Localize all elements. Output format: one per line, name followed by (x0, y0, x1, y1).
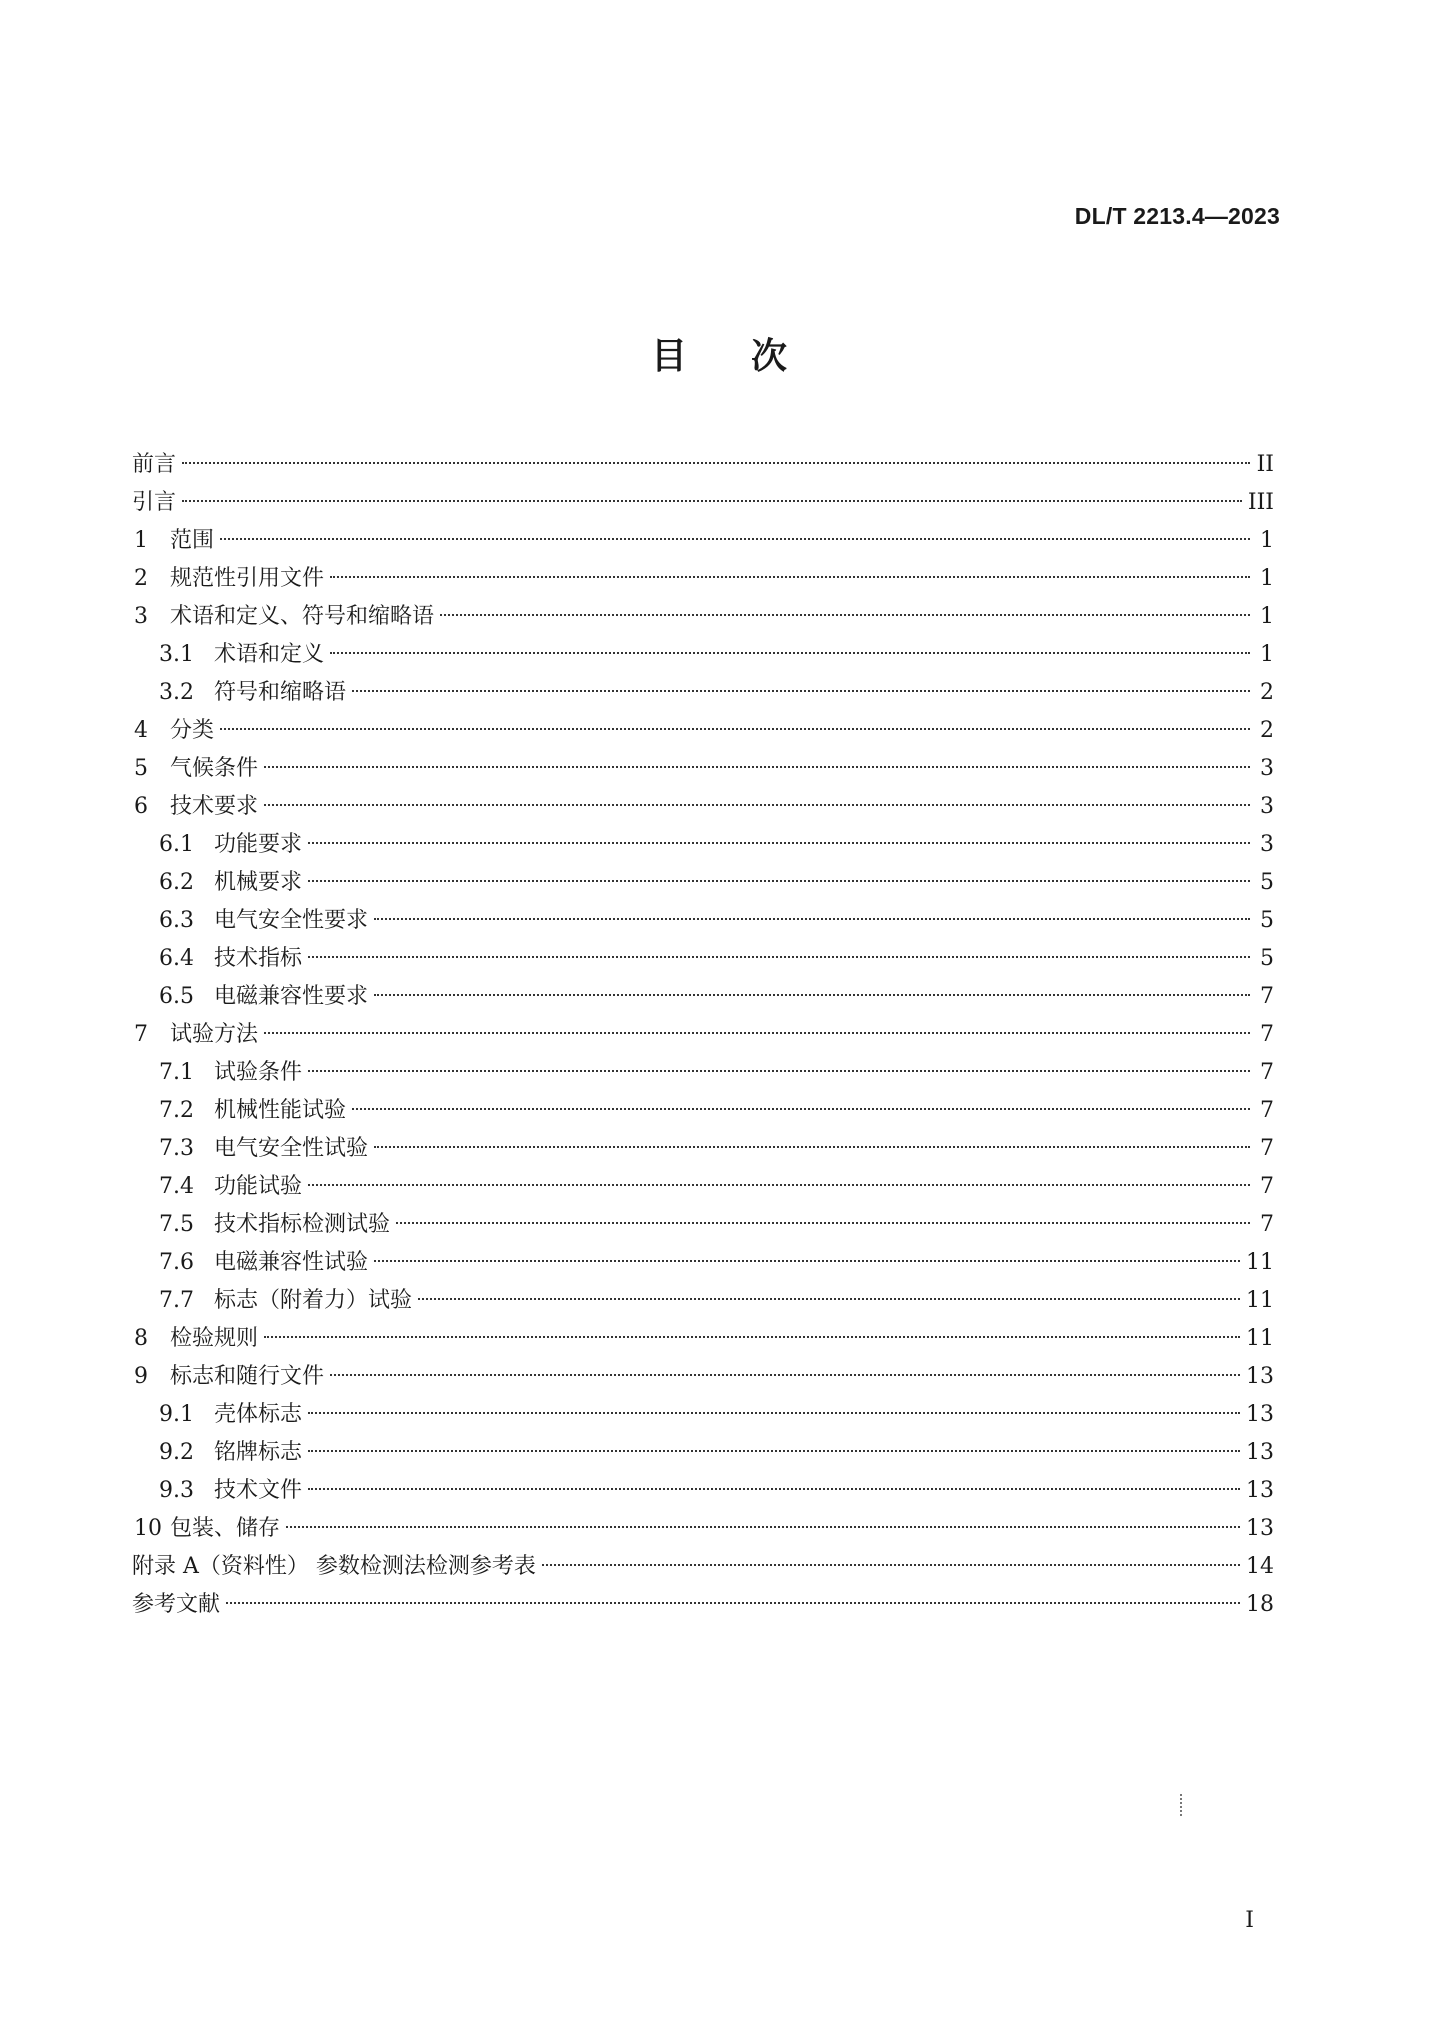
toc-entry-title: 术语和定义 (214, 642, 325, 667)
toc-leader-dots (374, 1260, 1240, 1262)
table-of-contents (132, 446, 1274, 1624)
toc-entry-title: 术语和定义、符号和缩略语 (170, 604, 435, 629)
toc-leader-dots (374, 918, 1250, 920)
page-number: I (1245, 1908, 1254, 1933)
toc-entry-page: 1 (1260, 566, 1274, 591)
toc-entry-page: 7 (1260, 1022, 1274, 1047)
toc-entry-title: 检验规则 (170, 1326, 259, 1351)
toc-leader-dots (352, 690, 1250, 692)
toc-entry[interactable] (132, 1358, 1274, 1396)
toc-leader-dots (308, 956, 1250, 958)
toc-entry-title: 技术指标检测试验 (214, 1212, 391, 1237)
toc-entry-number: 1 (134, 528, 148, 553)
toc-entry[interactable] (132, 484, 1274, 522)
toc-entry-number: 6.1 (159, 832, 194, 857)
toc-entry-title: 分类 (170, 718, 215, 743)
toc-entry-number: 9.1 (159, 1402, 194, 1427)
toc-entry-title: 试验方法 (170, 1022, 259, 1047)
toc-entry-number: 9.2 (159, 1440, 194, 1465)
toc-entry-number: 7.3 (159, 1136, 194, 1161)
toc-entry-page: 5 (1260, 870, 1274, 895)
toc-leader-dots (308, 1488, 1240, 1490)
toc-entry-number: 9 (134, 1364, 148, 1389)
toc-leader-dots (220, 538, 1250, 540)
toc-leader-dots (308, 1450, 1240, 1452)
toc-entry-number: 8 (134, 1326, 148, 1351)
toc-entry-page: 7 (1260, 984, 1274, 1009)
toc-entry-number: 6.4 (159, 946, 194, 971)
toc-entry-number: 3.1 (159, 642, 194, 667)
toc-entry[interactable] (132, 1472, 1274, 1510)
toc-entry-page: 7 (1260, 1060, 1274, 1085)
page-title: 目次 (650, 335, 851, 377)
toc-entry-title: 技术文件 (214, 1478, 303, 1503)
toc-entry[interactable] (132, 560, 1274, 598)
toc-leader-dots (308, 880, 1250, 882)
toc-entry-number: 3.2 (159, 680, 194, 705)
toc-leader-dots (264, 1336, 1240, 1338)
toc-leader-dots (308, 1184, 1250, 1186)
toc-entry-number: 7 (134, 1022, 148, 1047)
toc-entry-page: 13 (1246, 1440, 1274, 1465)
toc-entry[interactable] (132, 788, 1274, 826)
toc-entry-title: 电气安全性试验 (214, 1136, 369, 1161)
toc-entry-number: 6 (134, 794, 148, 819)
toc-entry-page: 14 (1246, 1554, 1274, 1579)
toc-entry[interactable] (132, 522, 1274, 560)
toc-entry[interactable] (132, 1130, 1274, 1168)
toc-leader-dots (308, 842, 1250, 844)
toc-entry[interactable] (132, 1282, 1274, 1320)
toc-entry[interactable] (132, 940, 1274, 978)
toc-leader-dots (374, 1146, 1250, 1148)
toc-entry[interactable] (132, 750, 1274, 788)
toc-entry-number: 5 (134, 756, 148, 781)
toc-leader-dots (286, 1526, 1240, 1528)
toc-entry-number: 7.1 (159, 1060, 194, 1085)
toc-entry[interactable] (132, 1168, 1274, 1206)
toc-entry-title: 前言 (132, 452, 177, 477)
toc-entry-page: 3 (1260, 832, 1274, 857)
toc-entry[interactable] (132, 1092, 1274, 1130)
toc-entry-title: 标志和随行文件 (170, 1364, 325, 1389)
toc-entry[interactable] (132, 902, 1274, 940)
toc-leader-dots (418, 1298, 1240, 1300)
toc-entry-title: 试验条件 (214, 1060, 303, 1085)
toc-entry-page: 7 (1260, 1174, 1274, 1199)
toc-entry-number: 2 (134, 566, 148, 591)
toc-entry-page: 11 (1246, 1288, 1274, 1313)
toc-leader-dots (352, 1108, 1250, 1110)
toc-entry-page: 2 (1260, 680, 1274, 705)
toc-entry-title: 引言 (132, 490, 177, 515)
toc-entry-title: 电磁兼容性试验 (214, 1250, 369, 1275)
toc-entry[interactable] (132, 1054, 1274, 1092)
toc-entry-page: 13 (1246, 1478, 1274, 1503)
toc-leader-dots (396, 1222, 1250, 1224)
toc-entry-page: III (1247, 490, 1274, 515)
toc-entry-number: 6.5 (159, 984, 194, 1009)
toc-entry-number: 7.4 (159, 1174, 194, 1199)
toc-leader-dots (308, 1070, 1250, 1072)
toc-entry-page: 5 (1260, 908, 1274, 933)
toc-entry-title: 包装、储存 (170, 1516, 281, 1541)
toc-entry-page: 1 (1260, 528, 1274, 553)
toc-entry-title: 气候条件 (170, 756, 259, 781)
toc-entry-title: 附录 A（资料性） 参数检测法检测参考表 (132, 1554, 536, 1579)
toc-entry[interactable] (132, 1396, 1274, 1434)
toc-entry-title: 参考文献 (132, 1592, 221, 1617)
scan-artifact (1180, 1794, 1184, 1816)
toc-entry-title: 机械要求 (214, 870, 303, 895)
toc-leader-dots (542, 1564, 1240, 1566)
toc-leader-dots (330, 652, 1250, 654)
toc-leader-dots (264, 1032, 1250, 1034)
toc-entry[interactable] (132, 978, 1274, 1016)
toc-entry-page: 7 (1260, 1098, 1274, 1123)
standard-code: DL/T 2213.4—2023 (1074, 203, 1280, 229)
toc-entry-page: II (1256, 452, 1274, 477)
toc-leader-dots (264, 804, 1250, 806)
toc-leader-dots (182, 500, 1242, 502)
toc-entry-title: 功能要求 (214, 832, 303, 857)
toc-entry-page: 5 (1260, 946, 1274, 971)
toc-entry-number: 7.6 (159, 1250, 194, 1275)
toc-leader-dots (182, 462, 1250, 464)
toc-entry-page: 7 (1260, 1212, 1274, 1237)
toc-entry-title: 技术指标 (214, 946, 303, 971)
toc-entry-title: 标志（附着力）试验 (214, 1288, 413, 1313)
toc-entry[interactable] (132, 1206, 1274, 1244)
toc-entry-title: 铭牌标志 (214, 1440, 303, 1465)
toc-entry[interactable] (132, 1016, 1274, 1054)
toc-entry[interactable] (132, 1434, 1274, 1472)
toc-entry-title: 技术要求 (170, 794, 259, 819)
toc-entry-page: 11 (1246, 1250, 1274, 1275)
toc-entry-title: 功能试验 (214, 1174, 303, 1199)
toc-leader-dots (220, 728, 1250, 730)
toc-entry-number: 7.7 (159, 1288, 194, 1313)
toc-entry[interactable] (132, 1548, 1274, 1586)
toc-entry[interactable] (132, 826, 1274, 864)
toc-entry-page: 1 (1260, 642, 1274, 667)
toc-entry-page: 3 (1260, 794, 1274, 819)
toc-entry-number: 9.3 (159, 1478, 194, 1503)
toc-entry[interactable] (132, 1320, 1274, 1358)
toc-entry-title: 机械性能试验 (214, 1098, 347, 1123)
toc-entry-title: 规范性引用文件 (170, 566, 325, 591)
toc-entry[interactable] (132, 446, 1274, 484)
toc-leader-dots (264, 766, 1250, 768)
toc-entry[interactable] (132, 598, 1274, 636)
toc-entry-number: 7.2 (159, 1098, 194, 1123)
toc-leader-dots (374, 994, 1250, 996)
toc-entry-title: 电磁兼容性要求 (214, 984, 369, 1009)
toc-entry-title: 符号和缩略语 (214, 680, 347, 705)
toc-entry-title: 壳体标志 (214, 1402, 303, 1427)
toc-entry-page: 13 (1246, 1364, 1274, 1389)
toc-entry[interactable] (132, 1510, 1274, 1548)
toc-leader-dots (330, 1374, 1240, 1376)
toc-entry-number: 4 (134, 718, 148, 743)
toc-leader-dots (440, 614, 1250, 616)
toc-entry-page: 7 (1260, 1136, 1274, 1161)
toc-entry[interactable] (132, 1586, 1274, 1624)
toc-entry-page: 11 (1246, 1326, 1274, 1351)
toc-entry-page: 18 (1246, 1592, 1274, 1617)
toc-leader-dots (330, 576, 1250, 578)
toc-entry-page: 3 (1260, 756, 1274, 781)
toc-leader-dots (226, 1602, 1240, 1604)
toc-entry[interactable] (132, 674, 1274, 712)
toc-entry-title: 范围 (170, 528, 215, 553)
toc-entry-number: 7.5 (159, 1212, 194, 1237)
toc-entry-title: 电气安全性要求 (214, 908, 369, 933)
toc-entry-number: 6.2 (159, 870, 194, 895)
toc-entry[interactable] (132, 712, 1274, 750)
toc-entry-number: 6.3 (159, 908, 194, 933)
toc-entry-page: 1 (1260, 604, 1274, 629)
toc-leader-dots (308, 1412, 1240, 1414)
toc-entry[interactable] (132, 864, 1274, 902)
toc-entry[interactable] (132, 1244, 1274, 1282)
toc-entry[interactable] (132, 636, 1274, 674)
toc-entry-number: 3 (134, 604, 148, 629)
toc-entry-page: 13 (1246, 1516, 1274, 1541)
toc-entry-page: 2 (1260, 718, 1274, 743)
toc-entry-number: 10 (134, 1516, 162, 1541)
toc-entry-page: 13 (1246, 1402, 1274, 1427)
